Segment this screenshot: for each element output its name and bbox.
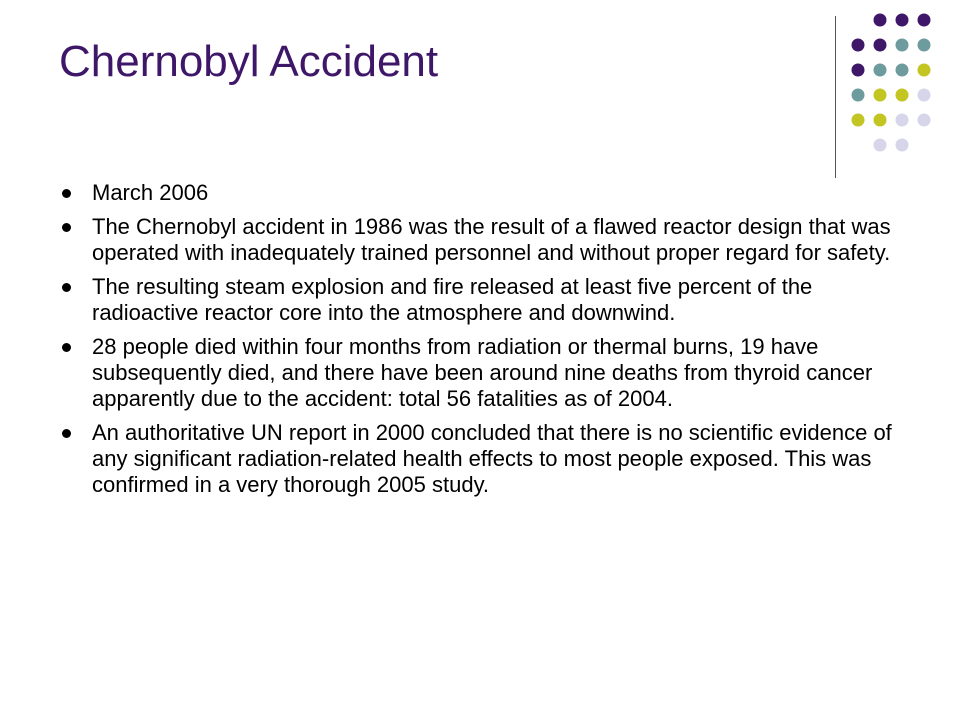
bullet-item (62, 274, 902, 326)
decorative-dot (896, 139, 909, 152)
decorative-dot (852, 64, 865, 77)
decorative-dot (874, 139, 887, 152)
decorative-dot (896, 89, 909, 102)
bullet-marker (62, 343, 71, 352)
decorative-dot (918, 14, 931, 27)
decorative-dot (918, 39, 931, 52)
decorative-dot (896, 39, 909, 52)
decorative-dot (874, 39, 887, 52)
bullet-text: 28 people died within four months from radiation or thermal burns, 19 have subsequently died, and there have been around nine deaths from thyroid cancer apparently due to the accident: total 56 fatalities as of 2004. (92, 334, 873, 411)
decorative-dot (852, 39, 865, 52)
decorative-dot (896, 114, 909, 127)
decorative-dot (918, 64, 931, 77)
decorative-dot (918, 89, 931, 102)
bullet-list (62, 180, 902, 506)
slide-title: Chernobyl Accident (59, 37, 439, 86)
bullet-item (62, 420, 902, 498)
bullet-marker (62, 429, 71, 438)
bullet-text: An authoritative UN report in 2000 concluded that there is no scientific evidence of any significant radiation-related health effects to most people exposed. This was confirmed in a very thorough 2005 study. (92, 420, 892, 497)
decorative-dot (918, 114, 931, 127)
decorative-dot (852, 114, 865, 127)
bullet-text: The Chernobyl accident in 1986 was the result of a flawed reactor design that was operated with inadequately trained personnel and without proper regard for safety. (92, 214, 891, 265)
bullet-item (62, 334, 902, 412)
decorative-dot (852, 89, 865, 102)
decorative-dot (874, 14, 887, 27)
decorative-dot (896, 64, 909, 77)
bullet-item (62, 180, 902, 206)
decorative-dot (874, 114, 887, 127)
decorative-dot (874, 64, 887, 77)
bullet-marker (62, 189, 71, 198)
bullet-marker (62, 223, 71, 232)
decorative-dot (896, 14, 909, 27)
decorative-dot (874, 89, 887, 102)
bullet-text: The resulting steam explosion and fire released at least five percent of the radioactive reactor core into the atmosphere and downwind. (92, 274, 813, 325)
bullet-text: March 2006 (92, 180, 209, 205)
bullet-item (62, 214, 902, 266)
bullet-marker (62, 283, 71, 292)
decorative-dot-grid (0, 0, 960, 200)
